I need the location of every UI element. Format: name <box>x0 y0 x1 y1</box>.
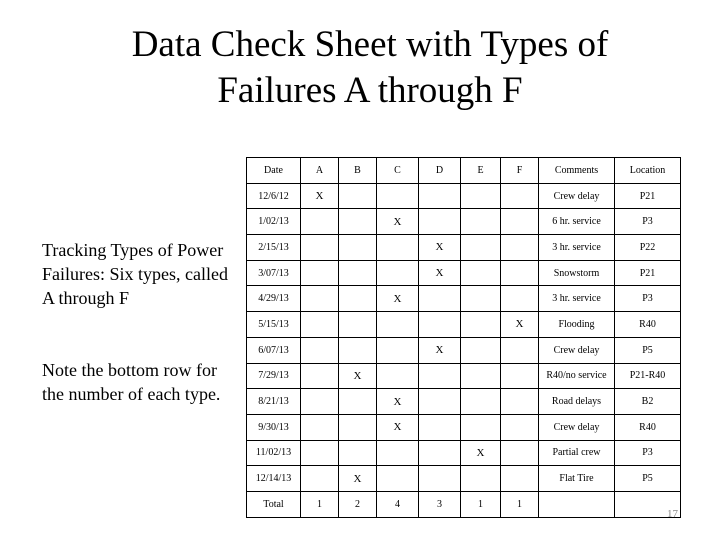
cell-a <box>301 286 339 312</box>
cell-location: P21 <box>615 260 681 286</box>
cell-b <box>339 414 377 440</box>
table-row <box>247 286 681 312</box>
table-row <box>247 440 681 466</box>
total-label: Total <box>247 491 301 517</box>
cell-comments: 3 hr. service <box>539 286 615 312</box>
cell-b <box>339 260 377 286</box>
col-header-comments: Comments <box>539 158 615 184</box>
total-comments <box>539 491 615 517</box>
cell-comments: Partial crew <box>539 440 615 466</box>
cell-d <box>419 312 461 338</box>
cell-date: 5/15/13 <box>247 312 301 338</box>
table-row <box>247 312 681 338</box>
cell-date: 4/29/13 <box>247 286 301 312</box>
cell-location: P21-R40 <box>615 363 681 389</box>
slide-title <box>60 22 680 114</box>
cell-location: P21 <box>615 183 681 209</box>
title-line-2: Failures A through F <box>217 70 523 111</box>
bottom-row-note: Note the bottom row for the number of each type. <box>42 360 221 404</box>
cell-f: X <box>501 312 539 338</box>
cell-date: 2/15/13 <box>247 235 301 261</box>
cell-a: X <box>301 183 339 209</box>
cell-location: P5 <box>615 466 681 492</box>
cell-date: 1/02/13 <box>247 209 301 235</box>
cell-d: X <box>419 337 461 363</box>
cell-e <box>461 209 501 235</box>
cell-e: X <box>461 440 501 466</box>
cell-c: X <box>377 389 419 415</box>
cell-comments: Crew delay <box>539 337 615 363</box>
cell-d <box>419 466 461 492</box>
col-header-c: C <box>377 158 419 184</box>
cell-f <box>501 466 539 492</box>
cell-location: P22 <box>615 235 681 261</box>
cell-f <box>501 440 539 466</box>
cell-b: X <box>339 466 377 492</box>
cell-e <box>461 363 501 389</box>
cell-b <box>339 235 377 261</box>
cell-d <box>419 389 461 415</box>
cell-b: X <box>339 363 377 389</box>
cell-e <box>461 235 501 261</box>
cell-date: 9/30/13 <box>247 414 301 440</box>
cell-date: 12/6/12 <box>247 183 301 209</box>
cell-date: 7/29/13 <box>247 363 301 389</box>
total-f: 1 <box>501 491 539 517</box>
cell-date: 12/14/13 <box>247 466 301 492</box>
cell-c <box>377 466 419 492</box>
col-header-a: A <box>301 158 339 184</box>
cell-b <box>339 337 377 363</box>
cell-b <box>339 440 377 466</box>
col-header-date: Date <box>247 158 301 184</box>
cell-comments: Snowstorm <box>539 260 615 286</box>
cell-date: 6/07/13 <box>247 337 301 363</box>
cell-location: R40 <box>615 312 681 338</box>
cell-date: 3/07/13 <box>247 260 301 286</box>
col-header-b: B <box>339 158 377 184</box>
cell-e <box>461 183 501 209</box>
cell-d <box>419 183 461 209</box>
cell-location: P3 <box>615 209 681 235</box>
cell-c <box>377 260 419 286</box>
cell-c <box>377 440 419 466</box>
cell-a <box>301 363 339 389</box>
table-row <box>247 466 681 492</box>
cell-location: P3 <box>615 440 681 466</box>
total-e: 1 <box>461 491 501 517</box>
cell-e <box>461 337 501 363</box>
cell-c: X <box>377 209 419 235</box>
cell-location: P3 <box>615 286 681 312</box>
cell-location: R40 <box>615 414 681 440</box>
cell-f <box>501 337 539 363</box>
cell-b <box>339 312 377 338</box>
cell-a <box>301 414 339 440</box>
cell-c <box>377 235 419 261</box>
cell-c <box>377 337 419 363</box>
cell-b <box>339 183 377 209</box>
cell-b <box>339 286 377 312</box>
cell-e <box>461 286 501 312</box>
table-row <box>247 389 681 415</box>
table-row <box>247 414 681 440</box>
cell-c <box>377 183 419 209</box>
cell-comments: Crew delay <box>539 414 615 440</box>
cell-location: P5 <box>615 337 681 363</box>
page-number: 17 <box>667 508 678 520</box>
cell-comments: Flat Tire <box>539 466 615 492</box>
cell-e <box>461 260 501 286</box>
table-row <box>247 260 681 286</box>
total-row <box>247 491 681 517</box>
cell-a <box>301 209 339 235</box>
cell-a <box>301 260 339 286</box>
cell-d <box>419 209 461 235</box>
cell-b <box>339 389 377 415</box>
cell-a <box>301 235 339 261</box>
col-header-f: F <box>501 158 539 184</box>
col-header-e: E <box>461 158 501 184</box>
cell-comments: 3 hr. service <box>539 235 615 261</box>
cell-d <box>419 363 461 389</box>
cell-f <box>501 389 539 415</box>
cell-f <box>501 286 539 312</box>
table-row <box>247 183 681 209</box>
cell-d: X <box>419 260 461 286</box>
check-sheet-table <box>246 157 681 518</box>
total-b: 2 <box>339 491 377 517</box>
cell-d <box>419 414 461 440</box>
cell-f <box>501 209 539 235</box>
cell-a <box>301 466 339 492</box>
table-row <box>247 235 681 261</box>
cell-c: X <box>377 286 419 312</box>
cell-a <box>301 440 339 466</box>
col-header-location: Location <box>615 158 681 184</box>
cell-f <box>501 235 539 261</box>
table-row <box>247 337 681 363</box>
cell-comments: 6 hr. service <box>539 209 615 235</box>
cell-comments: Crew delay <box>539 183 615 209</box>
cell-a <box>301 337 339 363</box>
cell-a <box>301 312 339 338</box>
cell-c <box>377 363 419 389</box>
cell-date: 8/21/13 <box>247 389 301 415</box>
cell-e <box>461 389 501 415</box>
cell-f <box>501 260 539 286</box>
total-c: 4 <box>377 491 419 517</box>
cell-d: X <box>419 235 461 261</box>
cell-f <box>501 183 539 209</box>
tracking-note: Tracking Types of Power Failures: Six types, called A through F <box>42 240 228 308</box>
col-header-d: D <box>419 158 461 184</box>
header-row <box>247 158 681 184</box>
cell-comments: Flooding <box>539 312 615 338</box>
total-d: 3 <box>419 491 461 517</box>
cell-a <box>301 389 339 415</box>
title-line-1: Data Check Sheet with Types of <box>131 24 609 65</box>
cell-d <box>419 286 461 312</box>
cell-location: B2 <box>615 389 681 415</box>
cell-comments: Road delays <box>539 389 615 415</box>
total-a: 1 <box>301 491 339 517</box>
cell-b <box>339 209 377 235</box>
cell-c: X <box>377 414 419 440</box>
table-row <box>247 363 681 389</box>
cell-c <box>377 312 419 338</box>
cell-e <box>461 414 501 440</box>
cell-f <box>501 363 539 389</box>
cell-e <box>461 466 501 492</box>
cell-e <box>461 312 501 338</box>
table-row <box>247 209 681 235</box>
cell-d <box>419 440 461 466</box>
cell-f <box>501 414 539 440</box>
cell-date: 11/02/13 <box>247 440 301 466</box>
cell-comments: R40/no service <box>539 363 615 389</box>
